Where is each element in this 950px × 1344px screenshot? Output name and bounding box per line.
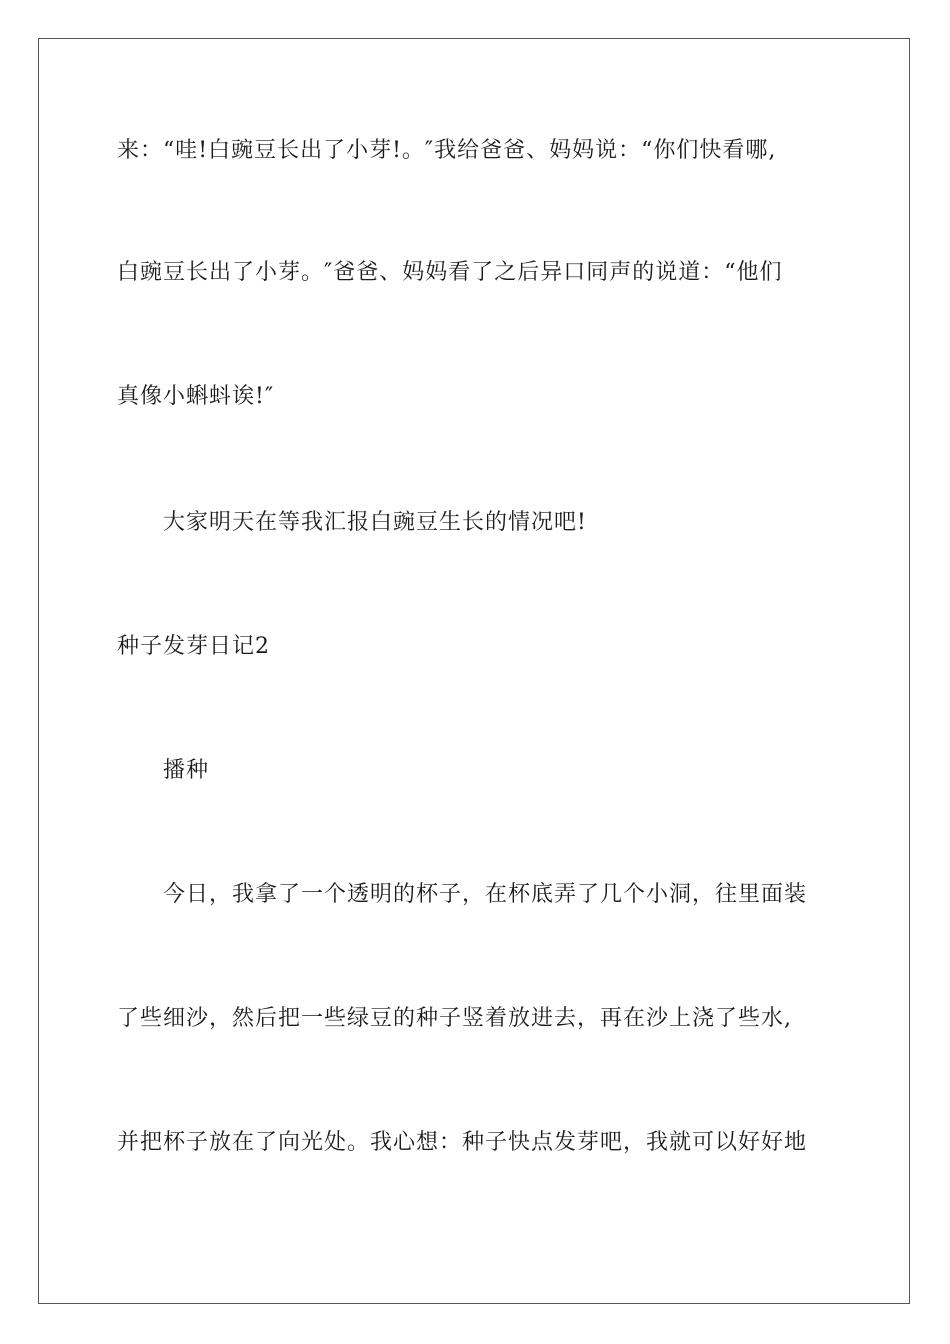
paragraph-line-6: 了些细沙，然后把一些绿豆的种子竖着放进去，再在沙上浇了些水, bbox=[117, 1006, 792, 1031]
paragraph-line-3: 真像小蝌蚪诶!″ bbox=[117, 384, 275, 409]
subheading-sowing: 播种 bbox=[163, 758, 210, 783]
paragraph-line-4: 大家明天在等我汇报白豌豆生长的情况吧! bbox=[163, 510, 587, 535]
page-border bbox=[38, 38, 910, 1304]
paragraph-line-7: 并把杯子放在了向光处。我心想：种子快点发芽吧，我就可以好好地 bbox=[117, 1130, 808, 1155]
paragraph-line-2: 白豌豆长出了小芽。″爸爸、妈妈看了之后异口同声的说道：“他们 bbox=[117, 260, 783, 285]
section-heading: 种子发芽日记2 bbox=[117, 634, 270, 659]
paragraph-line-1: 来：“哇!白豌豆长出了小芽!。″我给爸爸、妈妈说：“你们快看哪, bbox=[117, 138, 777, 163]
paragraph-line-5: 今日，我拿了一个透明的杯子，在杯底弄了几个小洞，往里面装 bbox=[163, 882, 808, 907]
